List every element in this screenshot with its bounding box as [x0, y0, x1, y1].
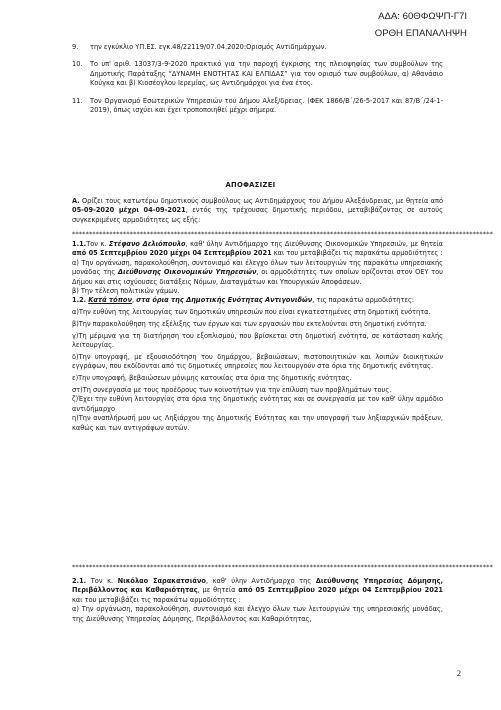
section-a-label: Α.: [72, 197, 80, 205]
section-number: 1.1.: [72, 240, 87, 248]
section-a-dates: 05-09-2020 μέχρι 04-09-2021: [72, 206, 186, 215]
duty-item: γ)Τη μέριμνα για τη διατήρηση του εξοπλισμού, που βρίσκεται στη δημοτική ενότητα, σε κατάσταση καλής λειτουργίας.: [72, 331, 443, 350]
duty-item: ε)Την υπογραφή, βεβαιώσεων μόνιμης κατοικίας στα όρια της δημοτικής ενότητας.: [72, 374, 352, 383]
duty-item: η)Την αναπλήρωσή μου ως Ληξιάρχου της Δημοτικής Ενότητας και την υπογραφή των ληξιαρχικών πράξεων, καθώς και των αντιγράφων αυτών.: [72, 414, 443, 432]
decision-title: ΑΠΟΦΑΣΙΖΕΙ: [225, 181, 276, 189]
list-item-number: 9.: [72, 43, 79, 51]
section-text: , τις παρακάτω αρμοδιότητες:: [312, 296, 415, 305]
considerations-list: [72, 43, 443, 123]
section-a-text-end: , εντός της τρέχουσας δημοτικής περιόδου, μεταβιβάζοντας σε αυτούς συγκεκριμένες αρμοδιότητες ως εξής:: [72, 206, 443, 224]
list-item-number: 10.: [72, 60, 83, 69]
duty-item: στ)Τη συνεργασία με τους προέδρους των κοινοτήτων για την επίλυση των προβλημάτων τους.: [72, 386, 392, 395]
separator-stars: ****************************************************************************************************************************: [72, 563, 494, 571]
duty-item: α) Την οργάνωση, παρακολούθηση, συντονισμό και έλεγχο όλων των λειτουργιών της υπηρεσιακής μονάδας, της Διεύθυνσης Υπηρεσίας Δόμησης, Περιβάλλοντος και Καθαριότητας,: [72, 605, 443, 623]
section-number: 2.1.: [72, 577, 87, 585]
duty-text: α) Την οργάνωση, παρακολούθηση, συντονισμό και έλεγχο όλων των λειτουργιών της παρακάτω υπηρεσιακής μονάδας της: [72, 258, 443, 277]
duty-text: , οι αρμοδιότητες των οποίων ορίζονται στον ΟΕΥ του Δήμου και στις ισχύουσες διατάξεις Νόμων, Διαταγμάτων και Υπουργικών Αποφάσεων.: [72, 268, 444, 286]
list-item: [72, 97, 443, 116]
section-text: και του μεταβιβάζει τις παρακάτω αρμοδιότητες :: [72, 595, 241, 604]
term-dates: από 05 Σεπτεμβρίου 2020 μέχρι 04 Σεπτεμβρίου 2021: [238, 586, 443, 595]
page-number: 2: [457, 669, 461, 678]
duty-item: ζ)Έχει την ευθύνη λειτουργίας στα όρια της δημοτικής ενότητας και σε συνεργασία με τον καθ' ύλην αρμόδιο αντιδήμαρχο: [72, 395, 443, 413]
section-text: , με θητεία: [197, 586, 239, 595]
section-text: ,: [131, 296, 137, 305]
deputy-mayor-name: Στέφανο Δελιόπουλο: [108, 240, 186, 248]
separator-stars: ****************************************************************************************************************************: [72, 230, 494, 238]
section-1: [72, 240, 443, 433]
list-item-number: 11.: [72, 96, 83, 105]
duty-item: β)Την παρακολούθηση της εξέλιξης των έργων και των εργασιών που εκτελούνται στη δημοτική ενότητα.: [72, 320, 427, 329]
section-2: [72, 577, 443, 624]
list-item-text: Τον Οργανισμό Εσωτερικών Υπηρεσιών του Δήμου Αλεξ/δρειας. (ΦΕΚ 1866/Β΄/26-5-2017 και 87/Β΄/24-1-2019), όπως ισχύει και έχει τροποποιηθεί μέχρι σήμερα.: [90, 96, 443, 115]
section-text: , καθ' ύλην Αντιδήμαρχο της: [205, 577, 316, 585]
section-a-text: Ορίζει τους κατωτέρω δημοτικούς συμβούλους ως Αντιδημάρχους του Δήμου Αλεξάνδρειας, με θητεία από: [79, 197, 443, 205]
list-item-text: την εγκύκλιο ΥΠ.ΕΣ. εγκ.48/22119/07.04.2020:Ορισμός Αντιδημάρχων.: [90, 43, 327, 51]
term-dates: από 05 Σεπτεμβρίου 2020 μέχρι 04 Σεπτεμβρίου 2021: [72, 249, 272, 258]
section-text: Τον κ.: [86, 577, 118, 585]
section-number: 1.2.: [72, 296, 87, 305]
duty-item: β) Την τέλεση πολιτικών γάμων.: [72, 287, 180, 296]
ada-code: ΑΔΑ: 60ΘΦΩΨΠ-Γ7Ι: [378, 11, 467, 22]
region-name: στα όρια της Δημοτικής Ενότητας Αντιγονιδών: [136, 296, 313, 305]
list-item: [72, 43, 443, 52]
duty-item: δ)Την υπογραφή, με εξουσιοδότηση του δημάρχου, βεβαιώσεων, πιστοποιητικών και λοιπών διοικητικών εγγράφων, που εκδίδονται από τις δημοτικές υπηρεσίες που λειτουργούν στα όρια της δημοτικής ενότητας.: [72, 353, 443, 371]
section-a: [72, 197, 443, 225]
by-location-label: Κατά τόπον: [88, 296, 132, 305]
list-item: [72, 60, 443, 88]
correct-repetition-label: ΟΡΘΗ ΕΠΑΝΑΛΗΨΗ: [374, 28, 467, 39]
department-name: Διεύθυνσης Οικονομικών Υπηρεσιών: [117, 268, 257, 277]
duty-item: α)Την ευθύνη της λειτουργίας των δημοτικών υπηρεσιών που είναι εγκατεστημένες στη δημοτική ενότητα.: [72, 308, 431, 317]
section-text: Τον κ.: [86, 240, 109, 248]
department-name: Διεύθυνσης Υπηρεσίας Δόμησης, Περιβάλλοντος και Καθαριότητας: [72, 577, 444, 595]
section-text: και του μεταβιβάζει τις παρακάτω αρμοδιότητες :: [271, 249, 443, 258]
section-text: , καθ' ύλην Αντιδήμαρχο της Διεύθυνσης Οικονομικών Υπηρεσιών, με θητεία: [185, 240, 443, 248]
list-item-text: Το υπ' αριθ. 13037/3-9-2020 πρακτικό για την παροχή έγκρισης της πλειοψηφίας των συμβούλων της Δημοτικής Παράταξης “ΔΥΝΑΜΗ ΕΝΟΤΗΤΑΣ ΚΑΙ ΕΛΠΙΔΑΣ” για τον ορισμό των συμβούλων, α) Αθανάσιο Κούγκα και β) Κιοσέογλου Ιερεμίας, ως Αντιδημάρχοι για ένα έτος.: [90, 60, 443, 88]
deputy-mayor-name: Νικόλαο Σαρακατσιάνο: [117, 577, 206, 585]
